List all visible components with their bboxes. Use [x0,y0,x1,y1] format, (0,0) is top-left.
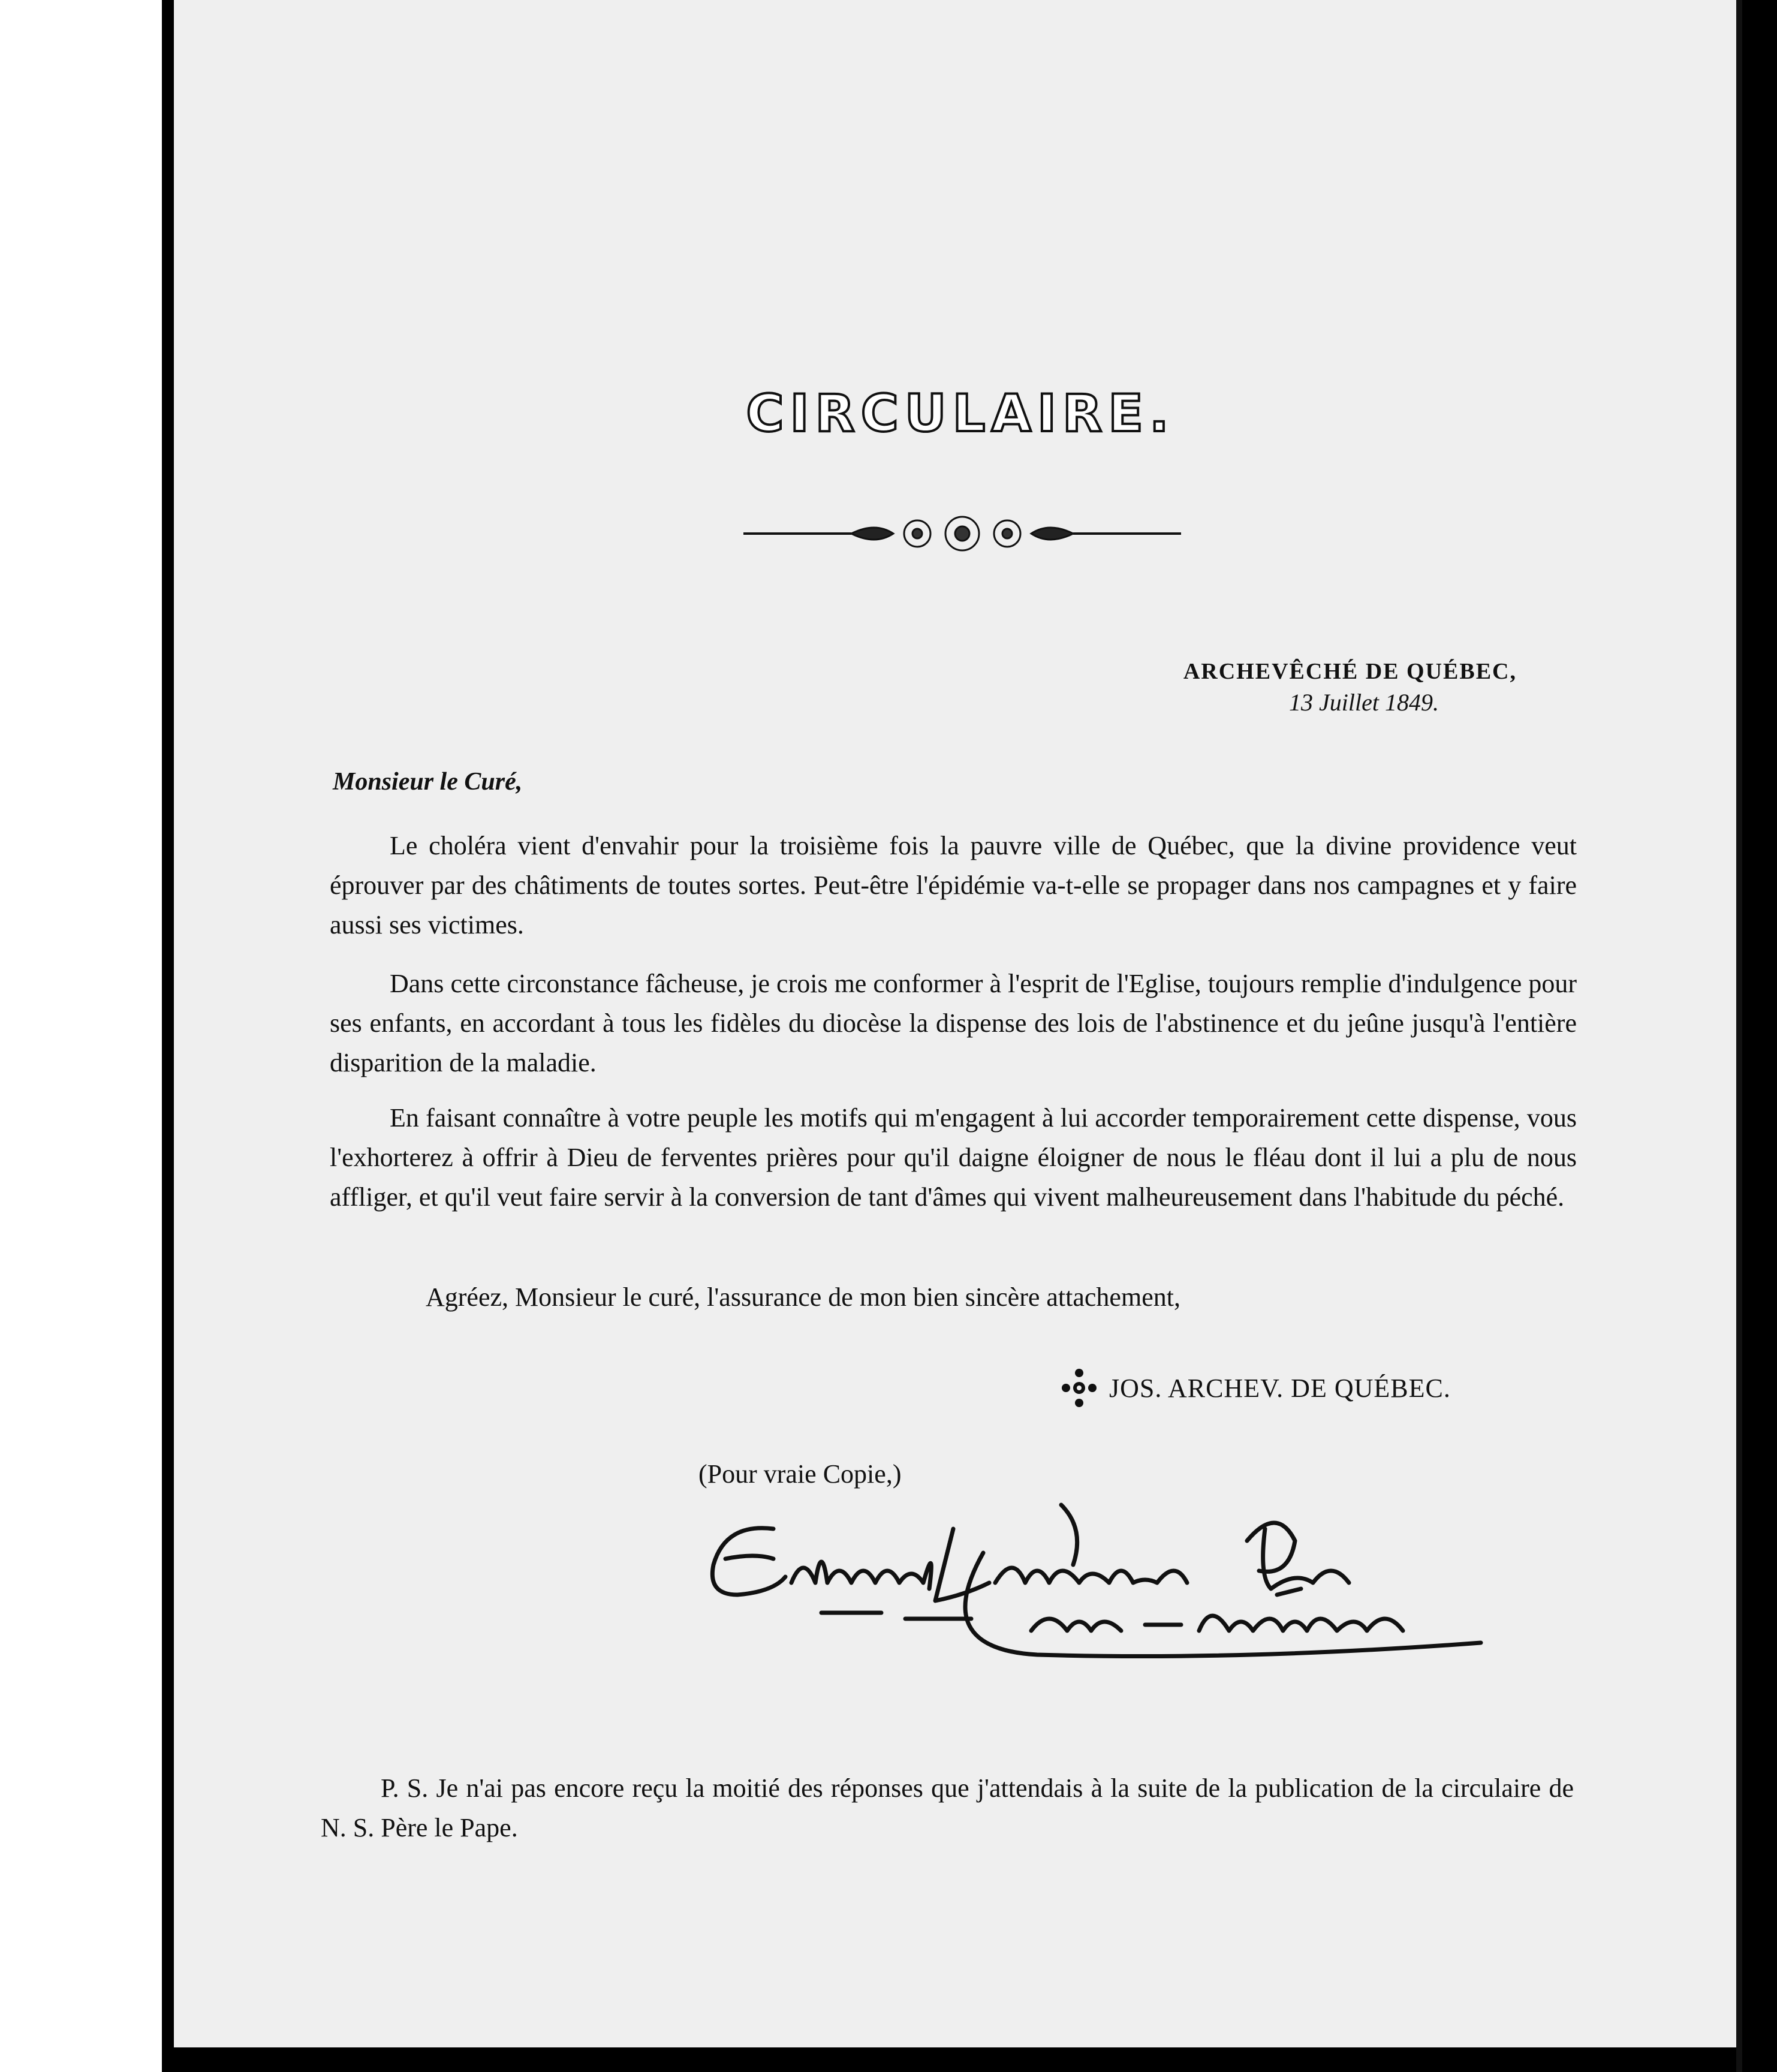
paragraph-2-text: Dans cette circonstance fâcheuse, je crois me conformer à l'esprit de l'Eglise, toujours remplie d'indulgence pour ses enfants, en accordant à tous les fidèles du diocèse la dispense des lois de l'abstinence et du jeûne jusqu'à l'entière disparition de la maladie. [330,969,1577,1077]
salutation: Monsieur le Curé, [333,768,523,796]
paragraph-1 [330,826,1577,945]
archbishop-name: JOS. ARCHEV. DE QUÉBEC. [1109,1373,1451,1403]
document-title: CIRCULAIRE. [746,384,1175,444]
paragraph-2 [330,964,1577,1083]
closing-line: Agréez, Monsieur le curé, l'assurance de mon bien sincère attachement, [426,1282,1180,1312]
postscript-text: P. S. Je n'ai pas encore reçu la moitié des réponses que j'attendais à la suite de la publication de la circulaire de N. S. Père le Pape. [321,1773,1574,1842]
cross-icon [1061,1367,1097,1409]
ornamental-divider [743,510,1181,558]
handwritten-signature [701,1493,1559,1691]
paragraph-3-text: En faisant connaître à votre peuple les motifs qui m'engagent à lui accorder temporairement cette dispense, vous l'exhorterez à offrir à Dieu de ferventes prières pour qu'il daigne éloigner de nous le fléau dont il lui a plu de nous affliger, et qu'il veut faire servir à la conversion de tant d'âmes qui vivent malheureusement dans l'habitude du péché. [330,1103,1577,1212]
left-page-margin [0,0,162,2072]
page-edge [1736,0,1742,2072]
header-place: ARCHEVÊCHÉ DE QUÉBEC, [1183,659,1517,684]
paragraph-1-text: Le choléra vient d'envahir pour la troisième fois la pauvre ville de Québec, que la divine providence veut éprouver par des châtiments de toutes sortes. Peut-être l'épidémie va-t-elle se propager dans nos campagnes et y faire aussi ses victimes. [330,831,1577,939]
postscript [321,1769,1574,1848]
header-date: 13 Juillet 1849. [1289,689,1439,716]
paragraph-3 [330,1098,1577,1217]
copy-note: (Pour vraie Copie,) [698,1459,902,1489]
archbishop-signature [1061,1367,1451,1409]
